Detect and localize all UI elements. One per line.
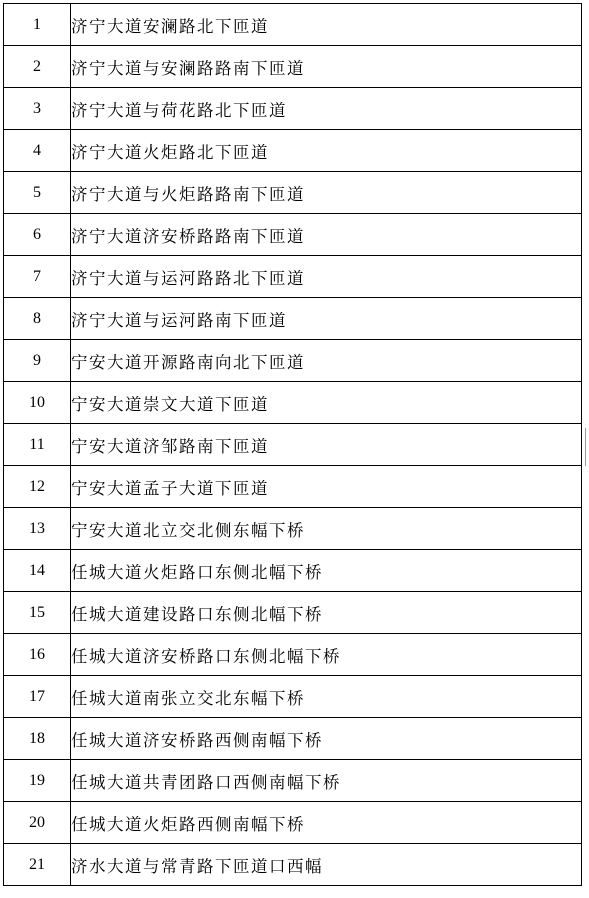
ramp-location-name: 宁安大道济邹路南下匝道 (71, 424, 582, 466)
table-row (4, 844, 582, 886)
row-number: 12 (4, 466, 71, 508)
ramp-location-name: 任城大道南张立交北东幅下桥 (71, 676, 582, 718)
table-row (4, 802, 582, 844)
table-row (4, 508, 582, 550)
ramp-location-name: 宁安大道开源路南向北下匝道 (71, 340, 582, 382)
row-number: 13 (4, 508, 71, 550)
ramp-list-table (3, 3, 582, 886)
row-number: 17 (4, 676, 71, 718)
row-number: 2 (4, 46, 71, 88)
table-row (4, 256, 582, 298)
row-number: 5 (4, 172, 71, 214)
row-number: 21 (4, 844, 71, 886)
row-number: 20 (4, 802, 71, 844)
table-row (4, 4, 582, 46)
ramp-location-name: 宁安大道北立交北侧东幅下桥 (71, 508, 582, 550)
row-number: 16 (4, 634, 71, 676)
ramp-location-name: 济宁大道与火炬路路南下匝道 (71, 172, 582, 214)
table-row (4, 424, 582, 466)
row-number: 19 (4, 760, 71, 802)
row-number: 6 (4, 214, 71, 256)
table-row (4, 676, 582, 718)
ramp-location-name: 宁安大道孟子大道下匝道 (71, 466, 582, 508)
table-row (4, 46, 582, 88)
row-number: 3 (4, 88, 71, 130)
ramp-location-name: 任城大道济安桥路口东侧北幅下桥 (71, 634, 582, 676)
ramp-location-name: 任城大道建设路口东侧北幅下桥 (71, 592, 582, 634)
ramp-location-name: 任城大道济安桥路西侧南幅下桥 (71, 718, 582, 760)
ramp-location-name: 济宁大道济安桥路路南下匝道 (71, 214, 582, 256)
page-edge-mark (585, 428, 587, 466)
ramp-location-name: 济宁大道与安澜路路南下匝道 (71, 46, 582, 88)
ramp-location-name: 任城大道火炬路西侧南幅下桥 (71, 802, 582, 844)
table-row (4, 130, 582, 172)
row-number: 7 (4, 256, 71, 298)
ramp-location-name: 济宁大道与运河路路北下匝道 (71, 256, 582, 298)
table-row (4, 214, 582, 256)
row-number: 10 (4, 382, 71, 424)
row-number: 11 (4, 424, 71, 466)
ramp-location-name: 济水大道与常青路下匝道口西幅 (71, 844, 582, 886)
ramp-location-name: 宁安大道崇文大道下匝道 (71, 382, 582, 424)
ramp-location-name: 济宁大道与荷花路北下匝道 (71, 88, 582, 130)
table-row (4, 298, 582, 340)
ramp-location-name: 济宁大道与运河路南下匝道 (71, 298, 582, 340)
table-row (4, 592, 582, 634)
table-body (4, 4, 582, 886)
table-row (4, 550, 582, 592)
table-row (4, 466, 582, 508)
ramp-location-name: 任城大道共青团路口西侧南幅下桥 (71, 760, 582, 802)
row-number: 14 (4, 550, 71, 592)
table-row (4, 718, 582, 760)
document-page (3, 3, 582, 886)
ramp-location-name: 任城大道火炬路口东侧北幅下桥 (71, 550, 582, 592)
ramp-location-name: 济宁大道安澜路北下匝道 (71, 4, 582, 46)
table-row (4, 172, 582, 214)
row-number: 15 (4, 592, 71, 634)
table-row (4, 760, 582, 802)
row-number: 4 (4, 130, 71, 172)
row-number: 9 (4, 340, 71, 382)
ramp-location-name: 济宁大道火炬路北下匝道 (71, 130, 582, 172)
table-row (4, 88, 582, 130)
table-row (4, 382, 582, 424)
row-number: 1 (4, 4, 71, 46)
table-row (4, 634, 582, 676)
row-number: 18 (4, 718, 71, 760)
row-number: 8 (4, 298, 71, 340)
table-row (4, 340, 582, 382)
